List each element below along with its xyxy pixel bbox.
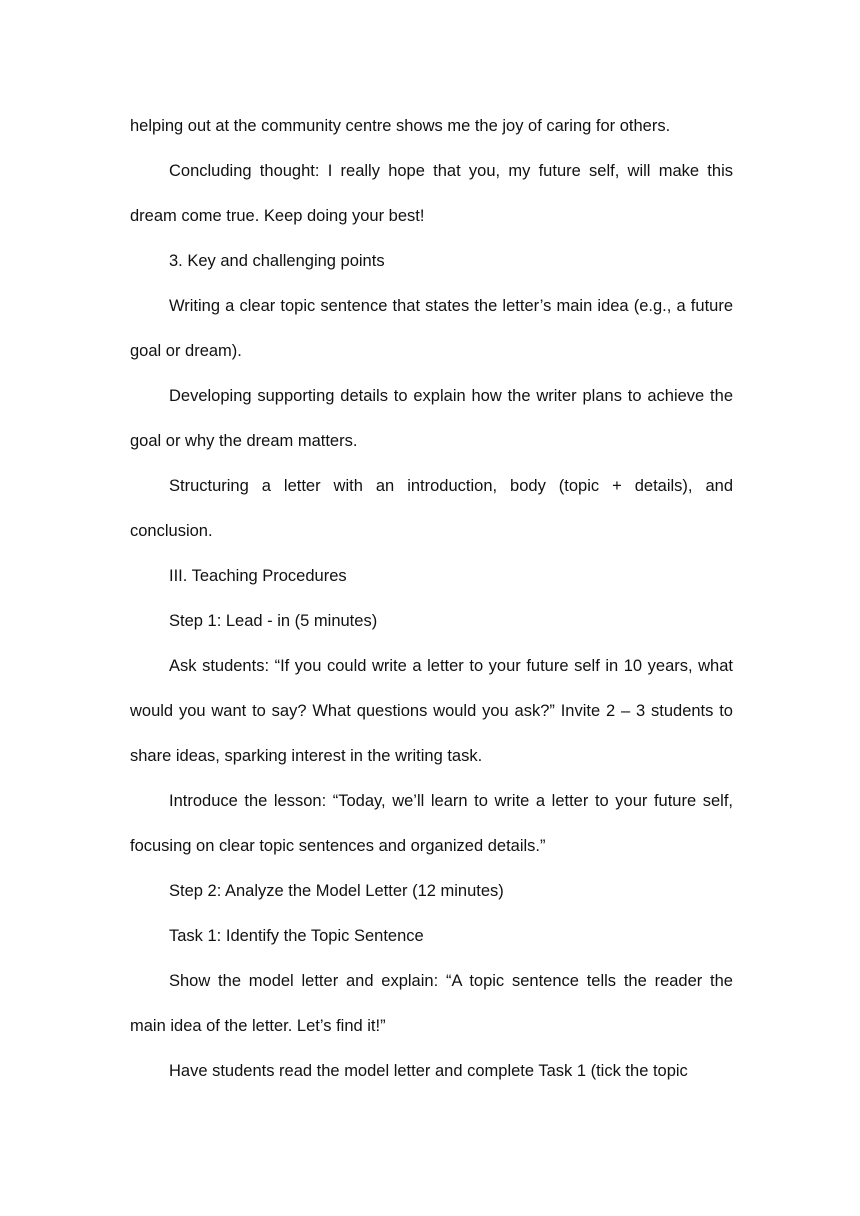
section-heading-key-points: 3. Key and challenging points xyxy=(169,252,385,270)
paragraph-9: Ask students: “If you could write a letter to your future self in 10 years, what would you want to say? What questions would you ask?” Invite 2 – 3 students to share ideas, sparking interest in the writing task. xyxy=(130,657,733,765)
step-1-heading: Step 1: Lead - in (5 minutes) xyxy=(169,612,378,630)
document-page xyxy=(130,104,733,1094)
paragraph-2: Concluding thought: I really hope that you, my future self, will make this dream come true. Keep doing your best! xyxy=(130,162,733,225)
paragraph-1: helping out at the community centre shows me the joy of caring for others. xyxy=(130,117,671,135)
step-2-heading: Step 2: Analyze the Model Letter (12 minutes) xyxy=(169,882,504,900)
paragraph-6: Structuring a letter with an introduction, body (topic + details), and conclusion. xyxy=(130,477,733,540)
section-heading-teaching-procedures: III. Teaching Procedures xyxy=(169,567,347,585)
paragraph-4: Writing a clear topic sentence that states the letter’s main idea (e.g., a future goal or dream). xyxy=(130,297,733,360)
paragraph-13: Show the model letter and explain: “A topic sentence tells the reader the main idea of the letter. Let’s find it!” xyxy=(130,972,733,1035)
paragraph-14: Have students read the model letter and complete Task 1 (tick the topic xyxy=(169,1062,688,1080)
task-1-heading: Task 1: Identify the Topic Sentence xyxy=(169,927,424,945)
paragraph-10: Introduce the lesson: “Today, we’ll learn to write a letter to your future self, focusing on clear topic sentences and organized details.” xyxy=(130,792,733,855)
paragraph-5: Developing supporting details to explain how the writer plans to achieve the goal or why the dream matters. xyxy=(130,387,733,450)
